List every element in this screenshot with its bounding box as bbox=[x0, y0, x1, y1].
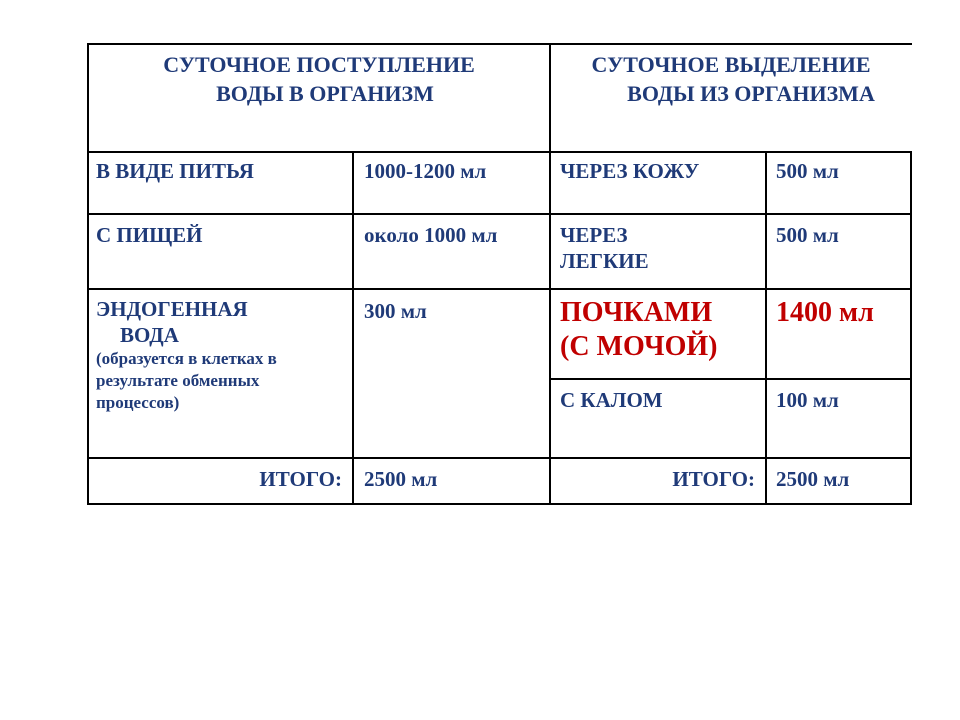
output-label-lungs-line-2: ЛЕГКИЕ bbox=[560, 249, 649, 273]
table-border-right bbox=[910, 151, 912, 505]
table-col-divider bbox=[549, 43, 551, 505]
intake-value-food: около 1000 мл bbox=[364, 223, 498, 247]
table-border-left bbox=[87, 43, 89, 505]
intake-note-endogenous-line-2: результате обменных bbox=[96, 371, 260, 390]
intake-label-food: С ПИЩЕЙ bbox=[96, 223, 203, 247]
table-row-divider bbox=[87, 213, 912, 215]
table-row-divider bbox=[550, 378, 912, 380]
intake-note-endogenous-line-3: процессов) bbox=[96, 393, 180, 412]
intake-label-endogenous bbox=[96, 296, 277, 414]
table-row-divider bbox=[87, 288, 912, 290]
output-label-kidneys-line-2: (С МОЧОЙ) bbox=[560, 331, 718, 362]
table-col-divider bbox=[765, 151, 767, 505]
output-label-feces: С КАЛОМ bbox=[560, 388, 663, 412]
intake-label-endogenous-line-1: ЭНДОГЕННАЯ bbox=[96, 297, 248, 321]
header-intake-line-1: СУТОЧНОЕ ПОСТУПЛЕНИЕ bbox=[163, 52, 475, 77]
table-row-divider bbox=[87, 457, 912, 459]
table-col-divider bbox=[352, 151, 354, 505]
output-label-kidneys-line-1: ПОЧКАМИ bbox=[560, 297, 713, 328]
header-output-line-2: ВОДЫ ИЗ ОРГАНИЗМА bbox=[627, 81, 875, 106]
table-border-bottom bbox=[87, 503, 912, 505]
output-label-lungs bbox=[560, 222, 649, 274]
header-output bbox=[553, 50, 909, 108]
output-value-lungs: 500 мл bbox=[776, 223, 839, 247]
output-value-kidneys: 1400 мл bbox=[776, 297, 874, 328]
intake-note-endogenous-line-1: (образуется в клетках в bbox=[96, 349, 277, 368]
output-value-feces: 100 мл bbox=[776, 388, 839, 412]
intake-value-drink: 1000-1200 мл bbox=[364, 159, 487, 183]
intake-label-endogenous-line-2: ВОДА bbox=[120, 323, 179, 347]
output-total-value: 2500 мл bbox=[776, 467, 850, 491]
table-row-divider bbox=[87, 151, 912, 153]
header-output-line-1: СУТОЧНОЕ ВЫДЕЛЕНИЕ bbox=[591, 52, 871, 77]
table-border-top bbox=[87, 43, 912, 45]
header-intake-line-2: ВОДЫ В ОРГАНИЗМ bbox=[216, 81, 434, 106]
output-label-skin: ЧЕРЕЗ КОЖУ bbox=[560, 159, 700, 183]
output-label-lungs-line-1: ЧЕРЕЗ bbox=[560, 223, 628, 247]
output-total-label: ИТОГО: bbox=[672, 467, 755, 491]
intake-value-endogenous: 300 мл bbox=[364, 299, 427, 323]
intake-label-drink: В ВИДЕ ПИТЬЯ bbox=[96, 159, 254, 183]
intake-total-label: ИТОГО: bbox=[259, 467, 342, 491]
header-intake bbox=[90, 50, 548, 108]
output-label-kidneys bbox=[560, 296, 718, 364]
intake-total-value: 2500 мл bbox=[364, 467, 438, 491]
output-value-skin: 500 мл bbox=[776, 159, 839, 183]
